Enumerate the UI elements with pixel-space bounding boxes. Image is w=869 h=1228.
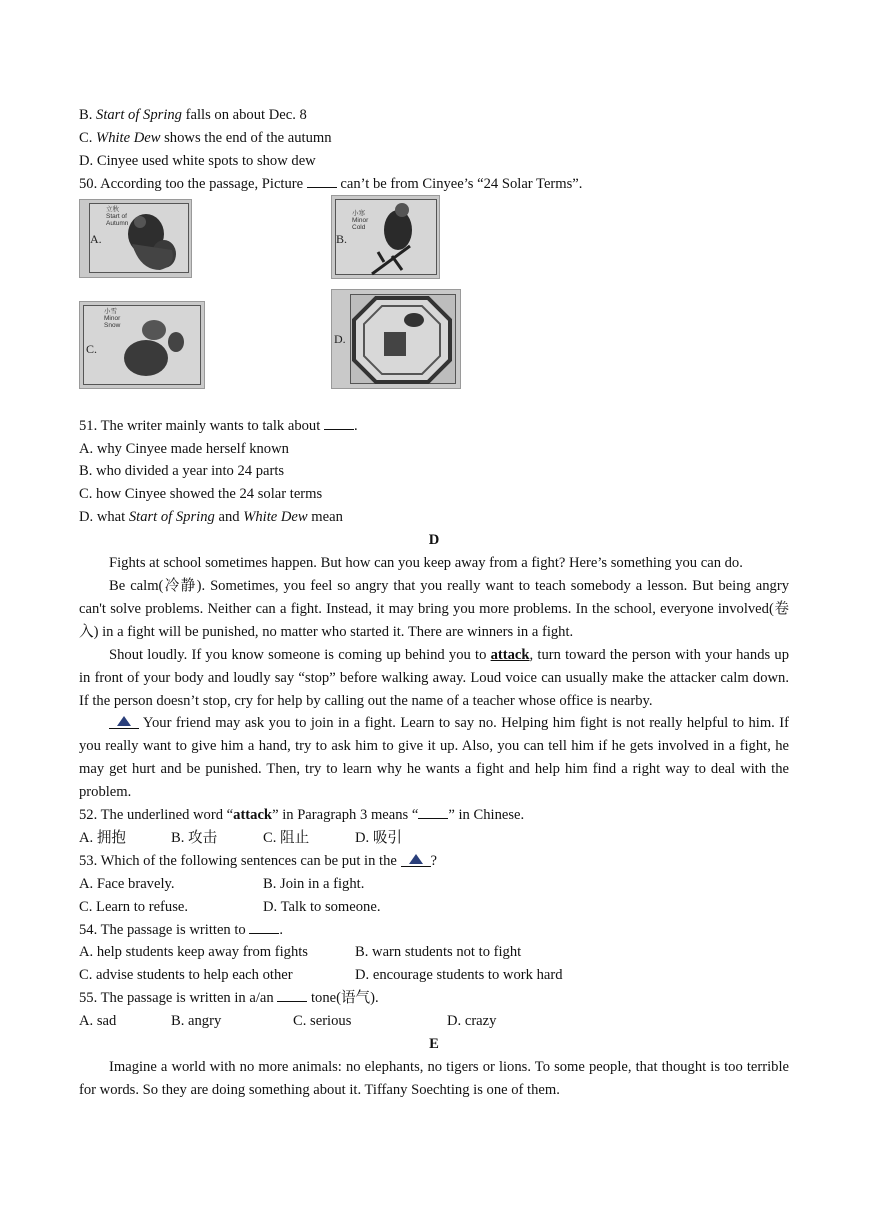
- options-row: [79, 827, 789, 850]
- option-text: D. what: [79, 509, 129, 526]
- option-a: A. sad: [79, 1013, 117, 1030]
- option-text: mean: [307, 509, 343, 526]
- option-line: [79, 104, 789, 127]
- paragraph: Fights at school sometimes happen. But how can you keep away from a fight? Here’s something you can do.: [109, 555, 743, 572]
- option-a: A. Face bravely.: [79, 875, 175, 892]
- option-letter: B.: [79, 107, 97, 123]
- picture-c: [79, 301, 205, 389]
- option-c: C. 阻止: [263, 829, 310, 846]
- question-text: .: [279, 921, 284, 938]
- option-c: C. serious: [293, 1013, 352, 1030]
- option-b: B. 攻击: [171, 829, 218, 846]
- picture-d: [331, 289, 461, 389]
- option-c: C. how Cinyee showed the 24 solar terms: [79, 486, 323, 503]
- option-c: C. Learn to refuse.: [79, 898, 189, 915]
- option-b: B. angry: [171, 1013, 222, 1030]
- option-text: falls on about Dec. 8: [181, 107, 307, 123]
- option-a: A. 拥抱: [79, 829, 127, 846]
- picture-b: [331, 195, 440, 279]
- term-italic: White Dew: [243, 509, 308, 526]
- section-heading-d: D: [428, 532, 440, 549]
- options-row: [79, 1010, 789, 1033]
- question-text: can’t be from Cinyee’s “24 Solar Terms”.: [336, 175, 583, 192]
- term-italic: Start of Spring: [128, 509, 215, 526]
- picture-caption: 小寒 Minor Cold: [352, 209, 369, 231]
- question-51: [79, 415, 789, 438]
- picture-letter: A.: [90, 231, 102, 246]
- answer-blank: [324, 417, 354, 430]
- option-d: D. 吸引: [355, 829, 403, 846]
- section-heading-e: E: [429, 1036, 439, 1053]
- picture-a: [79, 199, 192, 278]
- picture-letter: B.: [336, 231, 348, 246]
- options-row: [79, 896, 789, 919]
- option-text: and: [214, 509, 244, 526]
- options-row: [79, 941, 789, 964]
- picture-letter: D.: [334, 331, 346, 346]
- question-text: ” in Paragraph 3 means “: [272, 807, 419, 824]
- question-text: 54. The passage is written to: [79, 921, 250, 938]
- option-d: D. crazy: [447, 1013, 497, 1030]
- picture-caption: 立秋 Start of Autumn: [106, 205, 129, 227]
- option-b: B. who divided a year into 24 parts: [79, 463, 285, 480]
- question-text: .: [353, 417, 358, 434]
- question-keyword: attack: [233, 807, 273, 824]
- paragraph: Be calm(冷静). Sometimes, you feel so angry that you really want to teach somebody a lesson. But being angry can't solve problems. Neither can a fight. Instead, it may bring you more problems. In the school, everyone involved(卷入) in a fight will be punished, no matter who started it. There are winners in a fight.: [79, 577, 789, 640]
- options-row: [79, 873, 789, 896]
- question-text: ” in Chinese.: [448, 807, 525, 824]
- option-line: [79, 127, 789, 150]
- answer-blank: [307, 175, 337, 188]
- term-italic: Start of Spring: [96, 107, 182, 123]
- option-letter: C.: [79, 129, 97, 146]
- question-53: [79, 850, 789, 873]
- option-b: B. warn students not to fight: [355, 944, 522, 961]
- paragraph-text: Shout loudly. If you know someone is coming up behind you to: [109, 646, 491, 663]
- question-text: 52. The underlined word “: [79, 807, 234, 824]
- option-a: A. help students keep away from fights: [79, 944, 308, 961]
- term-italic: White Dew: [96, 129, 161, 146]
- question-text: ?: [430, 852, 438, 869]
- question-54: [79, 919, 789, 942]
- answer-blank: [277, 989, 307, 1002]
- window-frame-icon: [332, 290, 460, 388]
- paragraph-text: , turn toward the person with your hands up in front of your body and loudly say “stop” before walking away. Loud voice can usually make the attacker calm down. If the person doesn’t stop, cry for help by calling out the name of a teacher whose office is nearby.: [79, 646, 789, 709]
- bird-icon: [332, 196, 439, 278]
- paragraph: Imagine a world with no more animals: no elephants, no tigers or lions. To some people, that thought is too terrible for words. So they are doing something about it. Tiffany Soechting is one of them.: [79, 1059, 789, 1098]
- option-a: A. why Cinyee made herself known: [79, 440, 289, 457]
- question-text: 50. According too the passage, Picture: [79, 175, 307, 192]
- option-d: D. Talk to someone.: [263, 898, 381, 915]
- underlined-word: attack: [490, 646, 530, 663]
- squirrel-icon: [80, 200, 191, 277]
- picture-options: [79, 199, 789, 411]
- options-row: [79, 964, 789, 987]
- option-text: shows the end of the autumn: [160, 129, 332, 146]
- option-c: C. advise students to help each other: [79, 967, 293, 984]
- picture-caption: 小雪 Minor Snow: [104, 307, 121, 329]
- answer-blank: [249, 921, 279, 934]
- question-55: [79, 987, 789, 1010]
- question-52: [79, 804, 789, 827]
- question-50: [79, 173, 789, 196]
- question-text: 53. Which of the following sentences can be put in the: [79, 852, 401, 869]
- paragraph: [79, 644, 789, 713]
- exam-page: [79, 104, 789, 1102]
- option-d: [79, 506, 789, 529]
- question-text: 55. The passage is written in a/an: [79, 990, 278, 1007]
- option-b: B. Join in a fight.: [263, 875, 365, 892]
- triangle-blank-icon: [109, 713, 139, 729]
- picture-letter: C.: [86, 341, 98, 356]
- answer-blank: [418, 806, 448, 819]
- question-text: tone(语气).: [307, 990, 379, 1007]
- triangle-blank-icon: [401, 851, 431, 867]
- option-d: D. encourage students to work hard: [355, 967, 563, 984]
- paragraph: [79, 712, 789, 804]
- option-line: D. Cinyee used white spots to show dew: [79, 152, 316, 169]
- flower-fruit-icon: [80, 302, 204, 388]
- paragraph-text: Your friend may ask you to join in a fight. Learn to say no. Helping him fight is not really helpful to him. If you really want to give him a hand, try to ask him to give it up. Also, you can tell him if he gets involved in a fight, he may get hurt and be punished. Then, try to learn why he wants a fight and help him find a right way to deal with the problem.: [79, 715, 789, 801]
- question-text: 51. The writer mainly wants to talk about: [79, 417, 324, 434]
